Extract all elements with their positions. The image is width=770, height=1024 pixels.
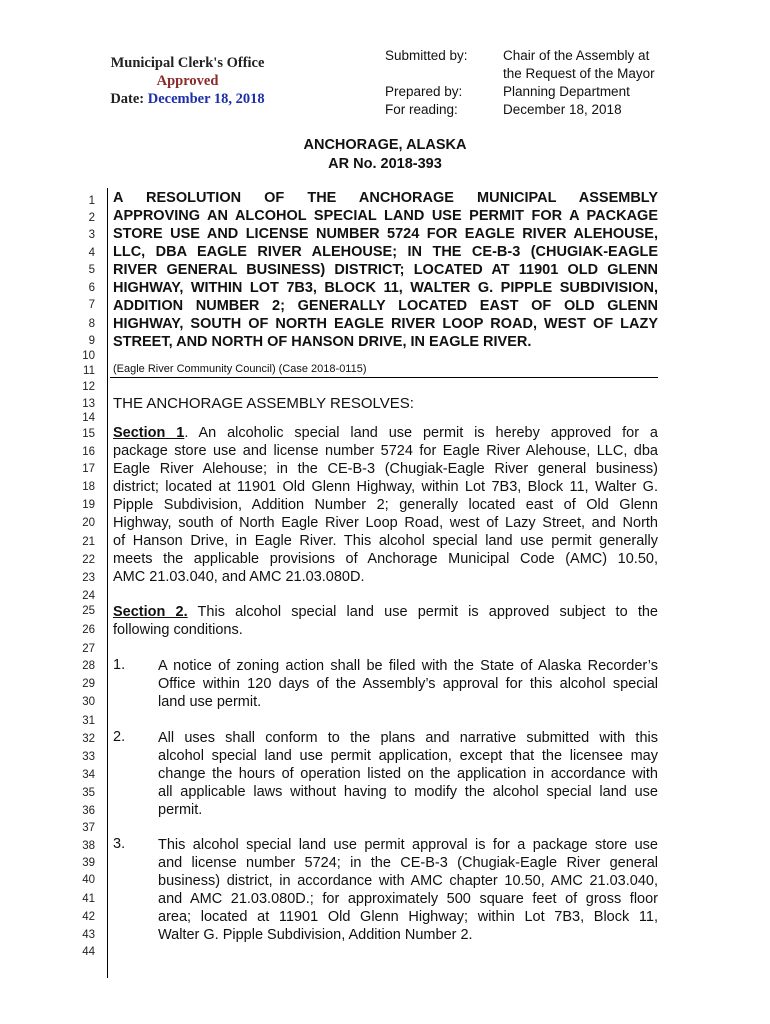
line-number: 18 (82, 481, 95, 493)
line-number: 21 (82, 536, 95, 548)
section-1 (113, 424, 658, 586)
section-line: following conditions. (113, 622, 243, 638)
submitted-by-label: Submitted by: (385, 48, 468, 63)
condition-line: Walter G. Pipple Subdivision, Addition Number 2. (158, 927, 473, 943)
for-reading-value: December 18, 2018 (503, 102, 622, 117)
resolution-title (113, 189, 658, 351)
line-number: 44 (82, 946, 95, 958)
council-case: (Eagle River Community Council) (Case 2018-0115) (113, 363, 367, 375)
section-1-first-text: . An alcoholic special land use permit is hereby approved for a (184, 425, 658, 441)
section-1-label: Section 1 (113, 425, 185, 441)
line-number: 9 (88, 335, 95, 347)
line-number: 40 (82, 874, 95, 886)
approval-status: Approved (156, 73, 219, 89)
section-2-label: Section 2. (113, 604, 188, 620)
line-number: 28 (82, 660, 95, 672)
line-number: 16 (82, 446, 95, 458)
margin-rule (107, 188, 108, 978)
section-2 (113, 603, 658, 639)
line-number: 39 (82, 857, 95, 869)
condition-line: and license number 5724; in the CE-B-3 (Chugiak-Eagle River general (158, 855, 658, 871)
condition-2 (158, 729, 658, 819)
line-number: 30 (82, 696, 95, 708)
line-number: 22 (82, 554, 95, 566)
condition-line: all applicable laws without having to modify the alcohol special land use (158, 784, 658, 800)
city-heading: ANCHORAGE, ALASKA (303, 137, 467, 153)
line-number: 17 (82, 463, 95, 475)
section-line: Pipple Subdivision, Addition Number 2; generally located east of Old Glenn (113, 497, 658, 513)
section-line: of Hanson Drive, in Eagle River. This alcohol special land use permit generally (113, 533, 658, 549)
line-number: 43 (82, 929, 95, 941)
section-line: district; located at 11901 Old Glenn Highway, within Lot 7B3, Block 11, Walter G. (113, 479, 658, 495)
line-number: 20 (82, 517, 95, 529)
title-line: LLC, DBA EAGLE RIVER ALEHOUSE; IN THE CE-B-3 (CHUGIAK-EAGLE (113, 244, 658, 260)
title-line: A RESOLUTION OF THE ANCHORAGE MUNICIPAL ASSEMBLY (113, 190, 658, 206)
section-line: package store use and license number 5724 for Eagle River Alehouse, LLC, dba (113, 443, 658, 459)
section-line: Eagle River Alehouse; in the CE-B-3 (Chugiak-Eagle River general business) (113, 461, 658, 477)
section-line: Highway, south of North Eagle River Loop Road, west of Lazy Street, and North (113, 515, 658, 531)
condition-line: business) district, in accordance with AMC chapter 10.50, AMC 21.03.040, (158, 873, 658, 889)
line-number: 34 (82, 769, 95, 781)
section-1-first-line (113, 424, 658, 442)
title-line: STREET, AND NORTH OF HANSON DRIVE, IN EAGLE RIVER. (113, 334, 532, 350)
line-number: 8 (88, 318, 95, 330)
for-reading-label: For reading: (385, 102, 458, 117)
section-2-first-line (113, 603, 658, 621)
line-number: 14 (82, 412, 95, 424)
line-number: 42 (82, 911, 95, 923)
title-line: ADDITION NUMBER 2; GENERALLY LOCATED EAST OF OLD GLENN (113, 298, 658, 314)
ar-number: AR No. 2018-393 (328, 156, 442, 172)
clerk-office: Municipal Clerk's Office (110, 55, 265, 71)
approval-date: December 18, 2018 (147, 91, 265, 107)
title-line: STORE USE AND LICENSE NUMBER 5724 FOR EAGLE RIVER ALEHOUSE, (113, 226, 658, 242)
approval-stamp (100, 54, 275, 108)
date-label: Date: (110, 91, 145, 107)
line-number: 41 (82, 893, 95, 905)
condition-line: area; located at 11901 Old Glenn Highway; within Lot 7B3, Block 11, (158, 909, 658, 925)
divider (110, 377, 658, 378)
title-line: APPROVING AN ALCOHOL SPECIAL LAND USE PERMIT FOR A PACKAGE (113, 208, 658, 224)
condition-line: All uses shall conform to the plans and narrative submitted with this (158, 730, 658, 746)
submitted-by-line2: the Request of the Mayor (503, 66, 655, 81)
resolves-heading: THE ANCHORAGE ASSEMBLY RESOLVES: (113, 395, 414, 412)
line-number: 26 (82, 624, 95, 636)
line-number: 12 (82, 381, 95, 393)
condition-line: This alcohol special land use permit approval is for a package store use (158, 837, 658, 853)
line-number: 1 (88, 195, 95, 207)
title-line: HIGHWAY, WITHIN LOT 7B3, BLOCK 11, WALTER G. PIPPLE SUBDIVISION, (113, 280, 658, 296)
line-number: 2 (88, 212, 95, 224)
condition-line: change the hours of operation listed on the application in accordance with (158, 766, 658, 782)
condition-line: Office within 120 days of the Assembly’s approval for this alcohol special (158, 676, 658, 692)
section-2-first-text: This alcohol special land use permit is approved subject to the (187, 604, 658, 620)
line-number: 27 (82, 643, 95, 655)
submitted-by-line1: Chair of the Assembly at (503, 48, 650, 63)
line-number: 6 (88, 282, 95, 294)
line-number: 38 (82, 840, 95, 852)
line-number: 13 (82, 398, 95, 410)
line-number: 35 (82, 787, 95, 799)
condition-line: and AMC 21.03.080D.; for approximately 500 square feet of gross floor (158, 891, 658, 907)
line-number: 4 (88, 247, 95, 259)
line-number: 36 (82, 805, 95, 817)
line-number: 32 (82, 733, 95, 745)
prepared-by-value: Planning Department (503, 84, 630, 99)
line-number: 7 (88, 299, 95, 311)
prepared-by-label: Prepared by: (385, 84, 463, 99)
condition-3-number: 3. (113, 836, 126, 852)
title-line: HIGHWAY, SOUTH OF NORTH EAGLE RIVER LOOP ROAD, WEST OF LAZY (113, 316, 658, 332)
condition-3 (158, 836, 658, 944)
line-number: 11 (83, 365, 95, 377)
line-number: 10 (82, 350, 95, 362)
condition-line: alcohol special land use permit application, except that the licensee may (158, 748, 658, 764)
condition-2-number: 2. (113, 729, 126, 745)
section-line: meets the applicable provisions of Anchorage Municipal Code (AMC) 10.50, (113, 551, 658, 567)
title-line: RIVER GENERAL BUSINESS) DISTRICT; LOCATED AT 11901 OLD GLENN (113, 262, 658, 278)
condition-1 (158, 657, 658, 711)
condition-line: land use permit. (158, 694, 262, 710)
line-number: 37 (82, 822, 95, 834)
line-number: 23 (82, 572, 95, 584)
line-number: 29 (82, 678, 95, 690)
line-number: 33 (82, 751, 95, 763)
line-number: 24 (82, 590, 95, 602)
condition-line: A notice of zoning action shall be filed with the State of Alaska Recorder’s (158, 658, 658, 674)
line-number: 5 (88, 264, 95, 276)
condition-1-number: 1. (113, 657, 126, 673)
line-number: 31 (82, 715, 95, 727)
line-number: 15 (82, 428, 95, 440)
condition-line: permit. (158, 802, 203, 818)
line-number: 3 (88, 229, 95, 241)
line-number: 25 (82, 605, 95, 617)
line-number: 19 (82, 499, 95, 511)
section-line: AMC 21.03.040, and AMC 21.03.080D. (113, 569, 365, 585)
